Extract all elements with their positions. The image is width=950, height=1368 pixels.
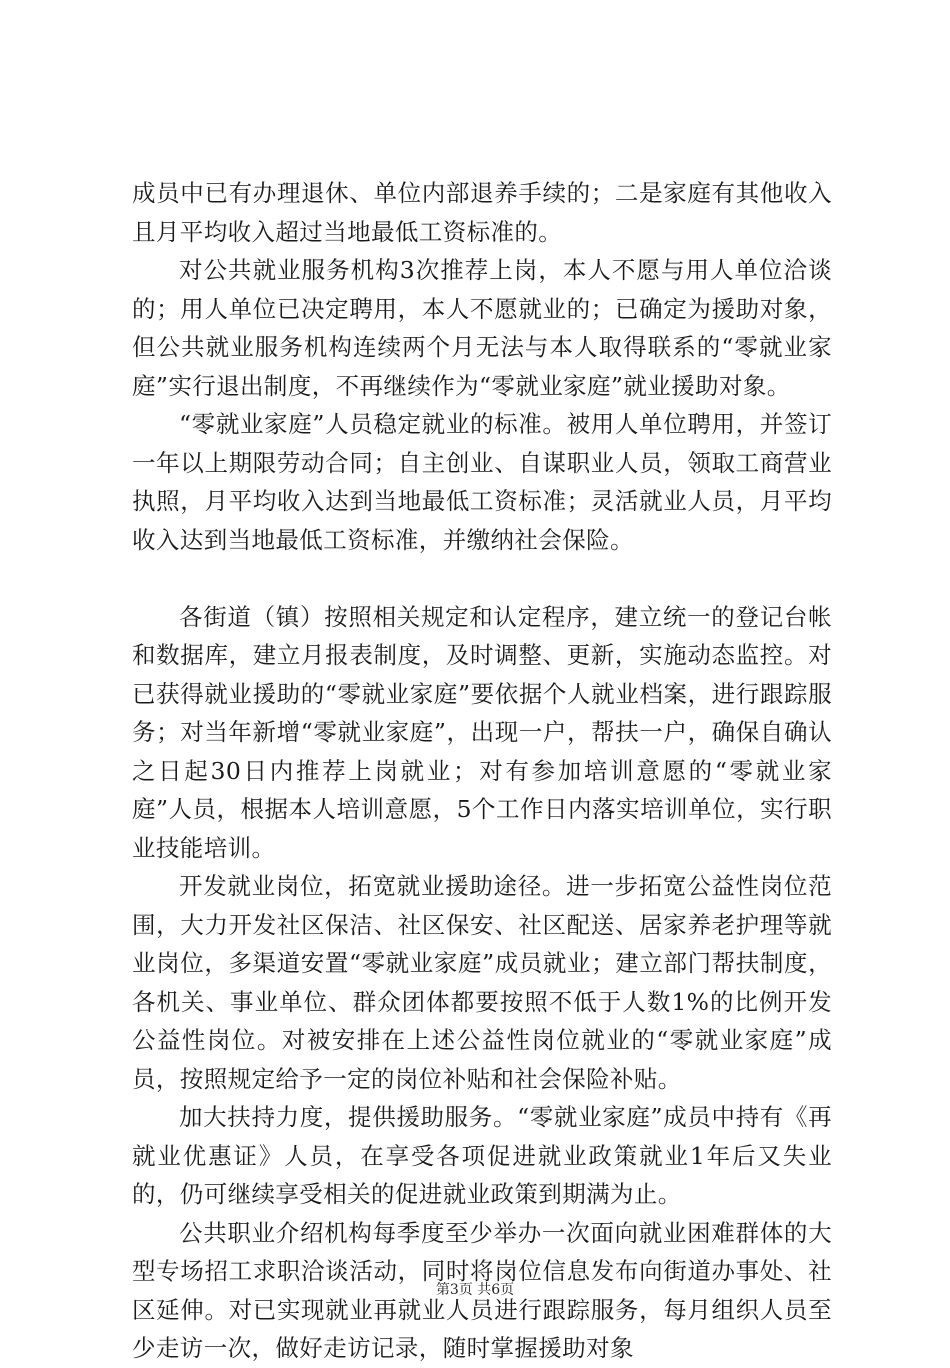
paragraph-exit-system: 对公共就业服务机构3次推荐上岗，本人不愿与用人单位洽谈的；用人单位已决定聘用，本人不愿就业的；已确定为援助对象，但公共就业服务机构连续两个月无法与本人取得联系的“零就业家庭”实行退出制度，不再继续作为“零就业家庭”就业援助对象。 xyxy=(132,256,832,400)
paragraph-job-fairs: 公共职业介绍机构每季度至少举办一次面向就业困难群体的大型专场招工求职洽谈活动，同时将岗位信息发布向街道办事处、社区延伸。对已实现就业再就业人员进行跟踪服务，每月组织人员至少走访一次，做好走访记录，随时掌握援助对象 xyxy=(132,1218,832,1362)
paragraph-job-development: 开发就业岗位，拓宽就业援助途径。进一步拓宽公益性岗位范围，大力开发社区保洁、社区保安、社区配送、居家养老护理等就业岗位，多渠道安置“零就业家庭”成员就业；建立部门帮扶制度，各机关、事业单位、群众团体都要按照不低于人数1%的比例开发公益性岗位。对被安排在上述公益性岗位就业的“零就业家庭”成员，按照规定给予一定的岗位补贴和社会保险补贴。 xyxy=(132,872,832,1093)
paragraph-support-services: 加大扶持力度，提供援助服务。“零就业家庭”成员中持有《再就业优惠证》人员，在享受各项促进就业政策就业1年后又失业的，仍可继续享受相关的促进就业政策到期满为止。 xyxy=(132,1103,832,1208)
paragraph-stable-employment-standard: “零就业家庭”人员稳定就业的标准。被用人单位聘用，并签订一年以上期限劳动合同；自主创业、自谋职业人员，领取工商营业执照，月平均收入达到当地最低工资标准；灵活就业人员，月平均收入达到当地最低工资标准，并缴纳社会保险。 xyxy=(132,410,832,554)
page-number-footer: 第3页 共6页 xyxy=(435,1282,515,1298)
paragraph-registration-monitoring: 各街道（镇）按照相关规定和认定程序，建立统一的登记台帐和数据库，建立月报表制度，及时调整、更新，实施动态监控。对已获得就业援助的“零就业家庭”要依据个人就业档案，进行跟踪服务；对当年新增“零就业家庭”，出现一户，帮扶一户，确保自确认之日起30日内推荐上岗就业；对有参加培训意愿的“零就业家庭”人员，根据本人培训意愿，5个工作日内落实培训单位，实行职业技能培训。 xyxy=(132,602,832,862)
paragraph-continuation: 成员中已有办理退休、单位内部退养手续的；二是家庭有其他收入且月平均收入超过当地最低工资标准的。 xyxy=(132,179,832,246)
document-body xyxy=(132,174,832,1368)
